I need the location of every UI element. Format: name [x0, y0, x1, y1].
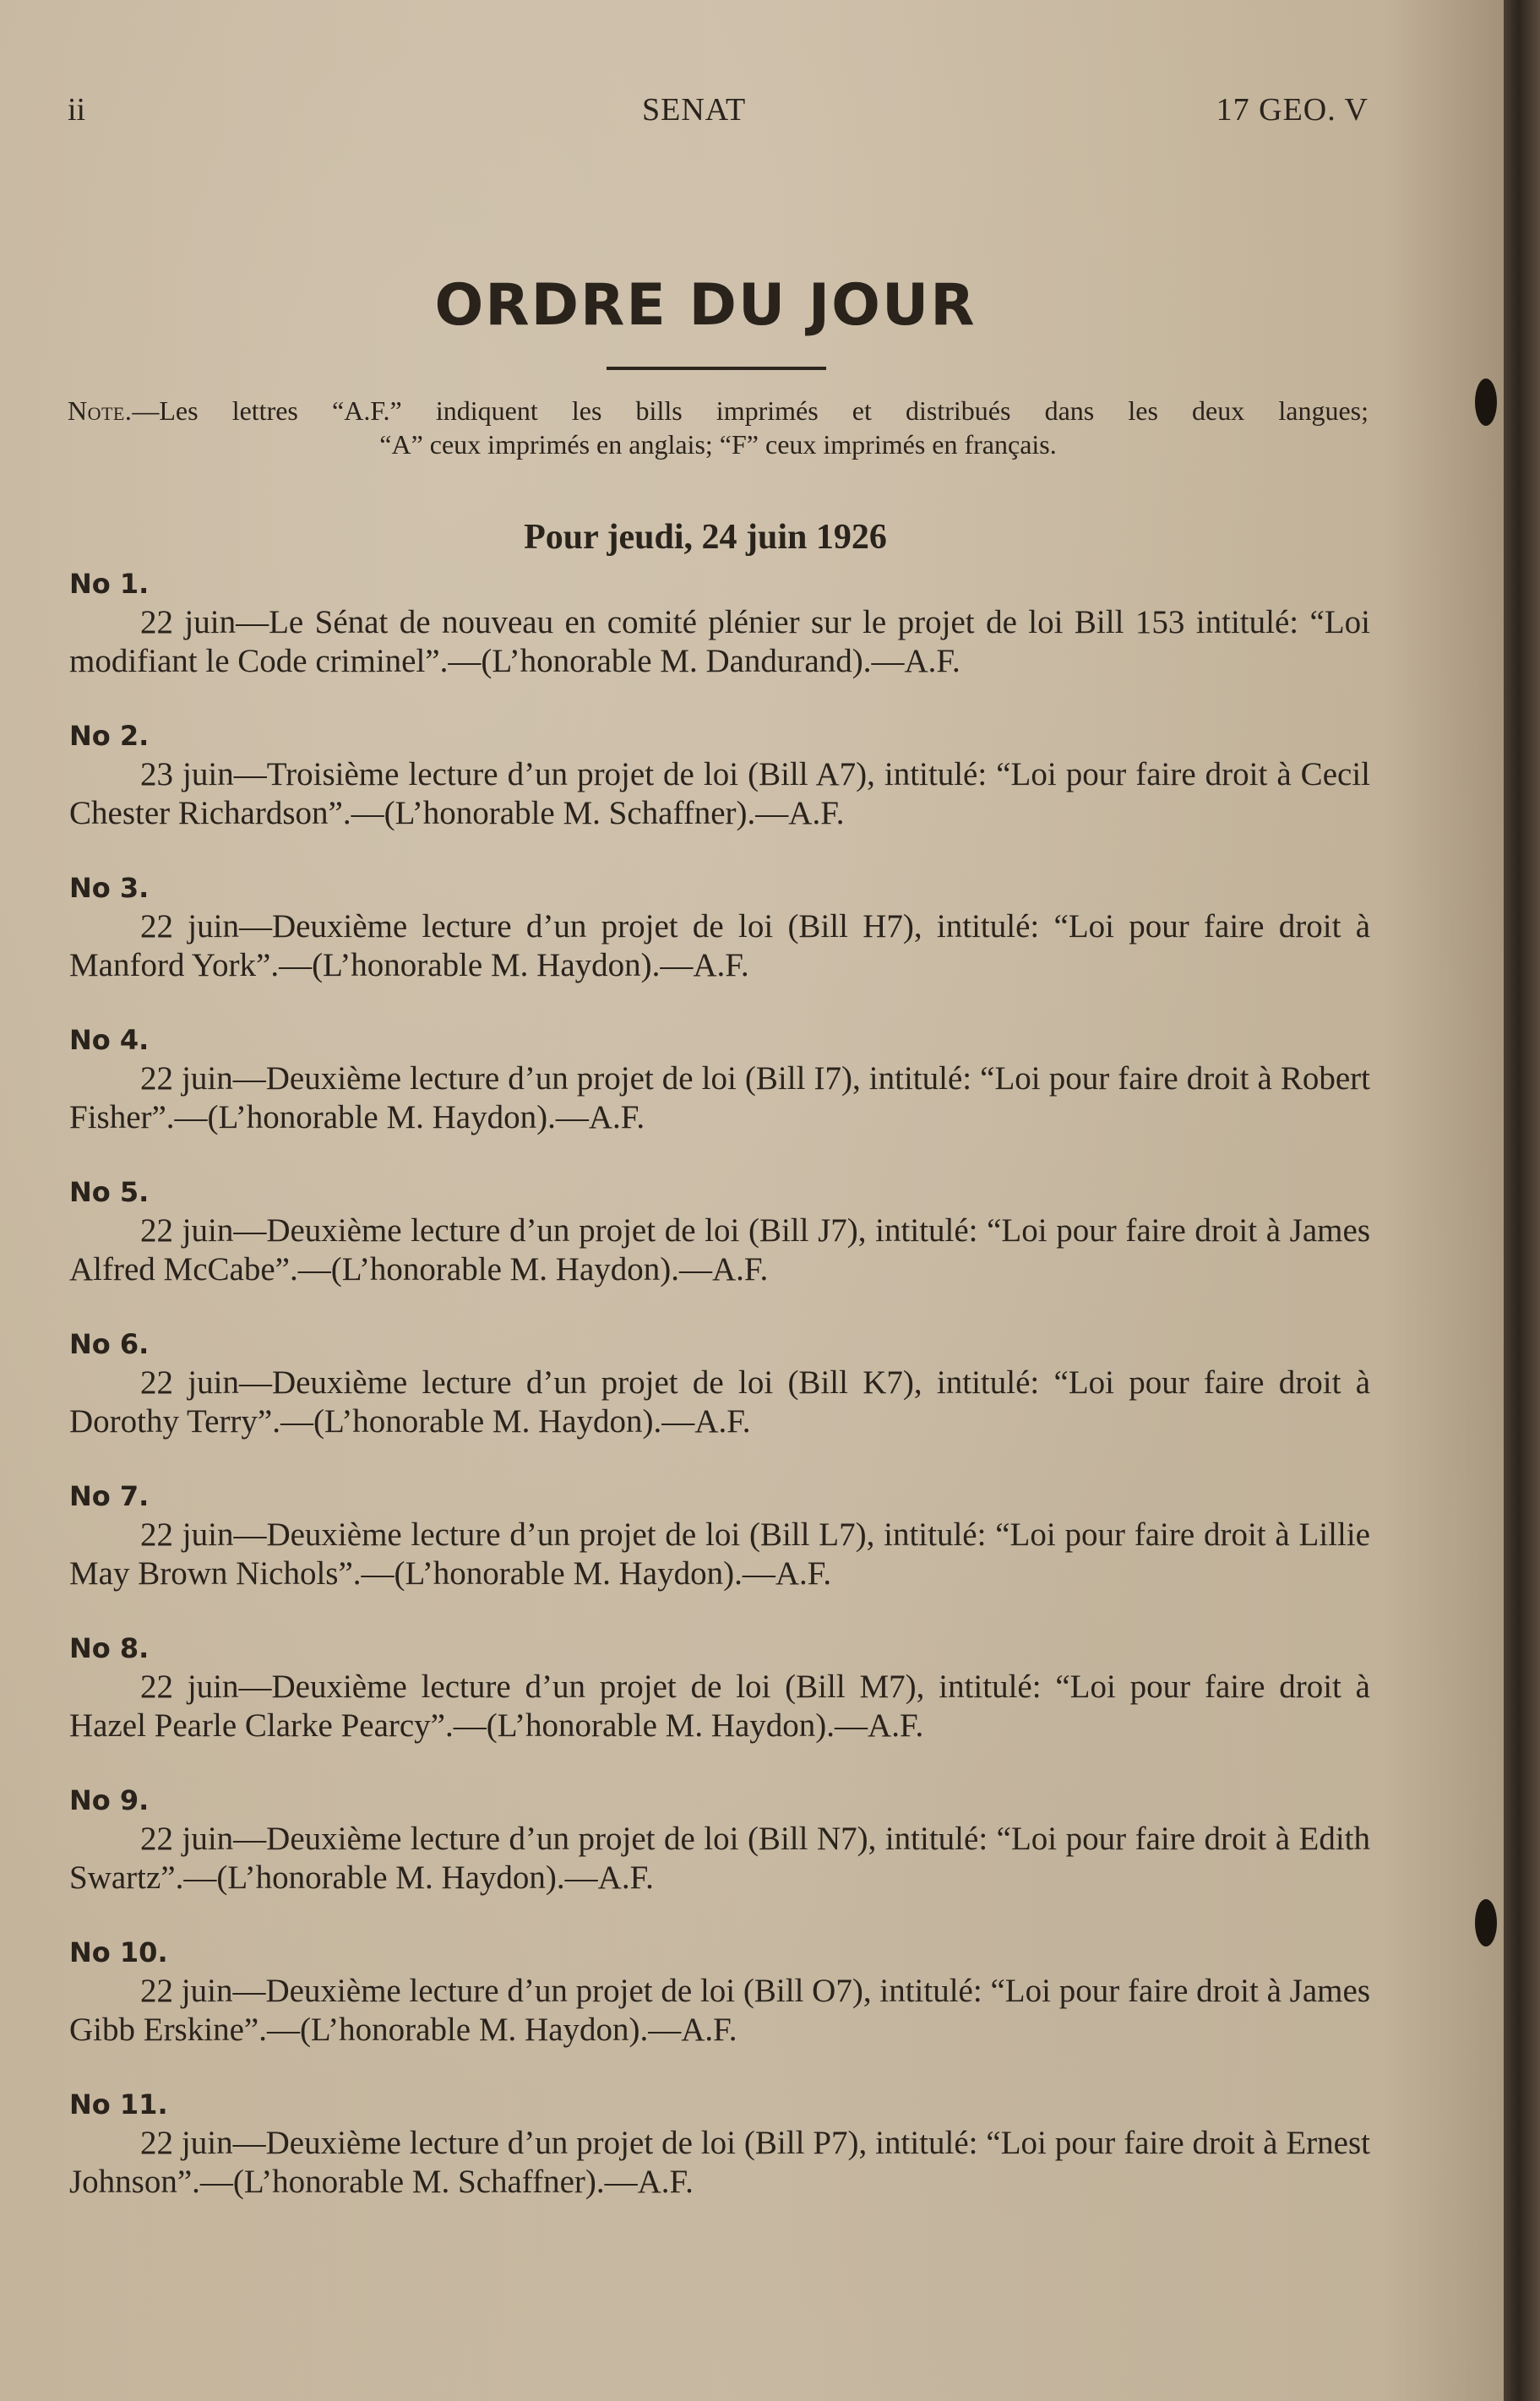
order-number: No 5. [69, 1176, 150, 1208]
note-line-1 [68, 394, 1369, 427]
order-text: 22 juin—Deuxième lecture d’un projet de loi (Bill L7), intitulé: “Loi pour faire droit à Lillie May Brown Nichols”.—(L’honorable M. Haydon).—A.F. [69, 1516, 1370, 1592]
running-head-title: SENAT [642, 92, 747, 128]
order-item [69, 1477, 1370, 1629]
order-number: No 9. [69, 1784, 150, 1816]
order-text: 22 juin—Deuxième lecture d’un projet de loi (Bill M7), intitulé: “Loi pour faire droit à Hazel Pearle Clarke Pearcy”.—(L’honorable M. Haydon).—A.F. [69, 1669, 1370, 1744]
order-text: 22 juin—Deuxième lecture d’un projet de loi (Bill I7), intitulé: “Loi pour faire droit à Robert Fisher”.—(L’honorable M. Haydon).—A.F. [69, 1060, 1370, 1135]
order-item [69, 1933, 1370, 2085]
order-item [69, 564, 1370, 716]
order-text: 22 juin—Le Sénat de nouveau en comité plénier sur le projet de loi Bill 153 intitulé: “Loi modifiant le Code criminel”.—(L’honorable M. Dandurand).—A.F. [69, 604, 1370, 679]
order-text: 22 juin—Deuxième lecture d’un projet de loi (Bill P7), intitulé: “Loi pour faire droit à Ernest Johnson”.—(L’honorable M. Schaffner).—A.F. [69, 2125, 1370, 2200]
order-item [69, 1021, 1370, 1173]
binding-hole [1475, 1899, 1497, 1946]
running-head [68, 91, 1369, 133]
order-text: 22 juin—Deuxième lecture d’un projet de loi (Bill K7), intitulé: “Loi pour faire droit à Dorothy Terry”.—(L’honorable M. Haydon).—A.F. [69, 1364, 1370, 1440]
page-number: ii [68, 92, 86, 128]
order-item [69, 1325, 1370, 1477]
order-text: 22 juin—Deuxième lecture d’un projet de loi (Bill H7), intitulé: “Loi pour faire droit à Manford York”.—(L’honorable M. Haydon).—A.F. [69, 908, 1370, 983]
order-item [69, 1173, 1370, 1325]
order-item [69, 868, 1370, 1021]
book-binding-edge [1504, 0, 1540, 2401]
order-list [69, 564, 1370, 2237]
order-text: 22 juin—Deuxième lecture d’un projet de loi (Bill J7), intitulé: “Loi pour faire droit à James Alfred McCabe”.—(L’honorable M. Haydon).—A.F. [69, 1212, 1370, 1288]
note-label: Note. [68, 395, 133, 426]
note-line-2: “A” ceux imprimés en anglais; “F” ceux imprimés en français. [379, 429, 1057, 460]
order-number: No 8. [69, 1632, 150, 1664]
order-item [69, 1781, 1370, 1933]
order-number: No 4. [69, 1024, 150, 1056]
note [68, 394, 1369, 461]
order-number: No 11. [69, 2088, 168, 2121]
binding-hole [1475, 378, 1497, 426]
section-heading: Pour jeudi, 24 juin 1926 [524, 518, 887, 557]
order-text: 22 juin—Deuxième lecture d’un projet de loi (Bill N7), intitulé: “Loi pour faire droit à Edith Swartz”.—(L’honorable M. Haydon).—A.F. [69, 1821, 1370, 1896]
order-number: No 7. [69, 1480, 150, 1512]
note-text-1: —Les lettres “A.F.” indiquent les bills imprimés et distribués dans les deux langues; [132, 395, 1369, 426]
order-number: No 3. [69, 872, 150, 904]
order-number: No 2. [69, 720, 150, 752]
order-item [69, 2085, 1370, 2237]
order-text: 23 juin—Troisième lecture d’un projet de loi (Bill A7), intitulé: “Loi pour faire droit à Cecil Chester Richardson”.—(L’honorable M. Schaffner).—A.F. [69, 756, 1370, 831]
order-item [69, 1629, 1370, 1781]
order-number: No 1. [69, 568, 150, 600]
order-text: 22 juin—Deuxième lecture d’un projet de loi (Bill O7), intitulé: “Loi pour faire droit à James Gibb Erskine”.—(L’honorable M. Haydon).—A.F. [69, 1973, 1370, 2048]
order-number: No 6. [69, 1328, 150, 1360]
order-number: No 10. [69, 1936, 168, 1968]
page-title: ORDRE DU JOUR [434, 272, 977, 339]
title-rule [607, 367, 826, 370]
running-head-reign: 17 GEO. V [1216, 92, 1369, 128]
order-item [69, 716, 1370, 868]
